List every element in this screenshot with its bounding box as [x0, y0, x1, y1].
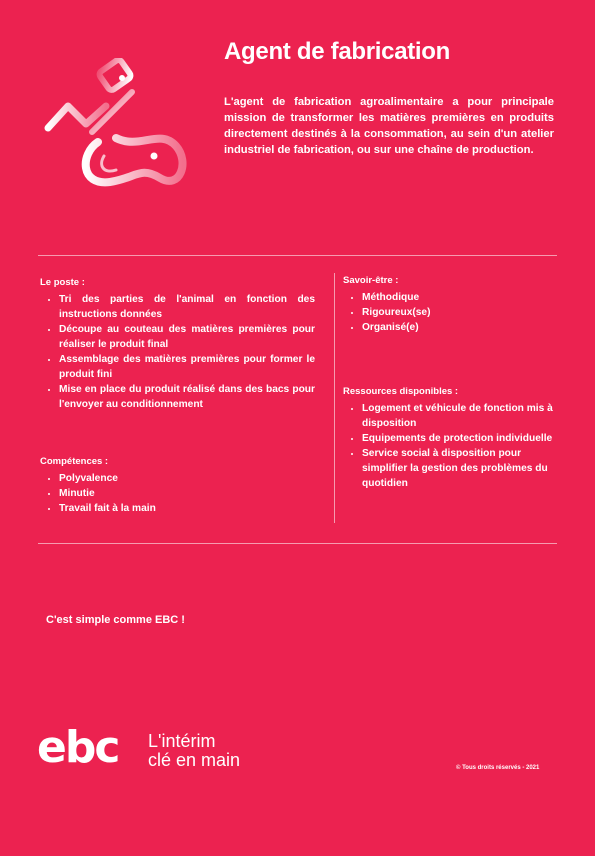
list-item: • Rigoureux(se) [362, 305, 553, 320]
list-item: • Organisé(e) [362, 320, 553, 335]
page-title: Agent de fabrication [224, 38, 451, 65]
list-item: • Mise en place du produit réalisé dans des bacs pour l'envoyer au conditionnement [59, 382, 315, 412]
list-item: • Travail fait à la main [59, 501, 315, 516]
list-item: • Polyvalence [59, 471, 315, 486]
list-item: • Service social à disposition pour simplifier la gestion des problèmes du quotidien [362, 446, 555, 491]
list-item: • Equipements de protection individuelle [362, 431, 555, 446]
list-item: • Logement et véhicule de fonction mis à disposition [362, 401, 555, 431]
divider-vertical [334, 273, 335, 523]
competences-list [40, 471, 315, 516]
list-item: • Assemblage des matières premières pour former le produit fini [59, 352, 315, 382]
tagline: C'est simple comme EBC ! [46, 614, 185, 626]
poste-list [40, 292, 315, 412]
savoir-etre-list [343, 290, 553, 335]
ressources-section [343, 384, 555, 491]
ebc-logo [37, 724, 137, 770]
list-item: • Minutie [59, 486, 315, 501]
savoir-etre-heading: Savoir-être : [343, 275, 399, 286]
poste-heading: Le poste : [40, 277, 85, 288]
ressources-heading: Ressources disponibles : [343, 386, 459, 397]
ressources-list [343, 401, 555, 491]
list-item: • Découpe au couteau des matières premières pour réaliser le produit final [59, 322, 315, 352]
slogan-line-1: L'intérim [148, 731, 216, 751]
divider-top [38, 255, 557, 256]
competences-section [40, 454, 315, 516]
list-item: • Méthodique [362, 290, 553, 305]
list-item: • Tri des parties de l'animal en fonction des instructions données [59, 292, 315, 322]
savoir-etre-section [343, 273, 553, 335]
copyright: © Tous droits réservés - 2021 [456, 765, 540, 771]
slogan [148, 732, 240, 770]
divider-bottom [38, 543, 557, 544]
job-description: L'agent de fabrication agroalimentaire a pour principale mission de transformer les matières premières en produits directement destinés à la consommation, au sein d'un atelier industriel de fabrication, ou sur une chaîne de production. [224, 96, 554, 156]
competences-heading: Compétences : [40, 456, 109, 467]
poste-section [40, 275, 315, 412]
slogan-line-2: clé en main [148, 750, 241, 770]
logo-wordmark: ebc [37, 724, 119, 770]
meat-cut-icon [40, 58, 190, 198]
